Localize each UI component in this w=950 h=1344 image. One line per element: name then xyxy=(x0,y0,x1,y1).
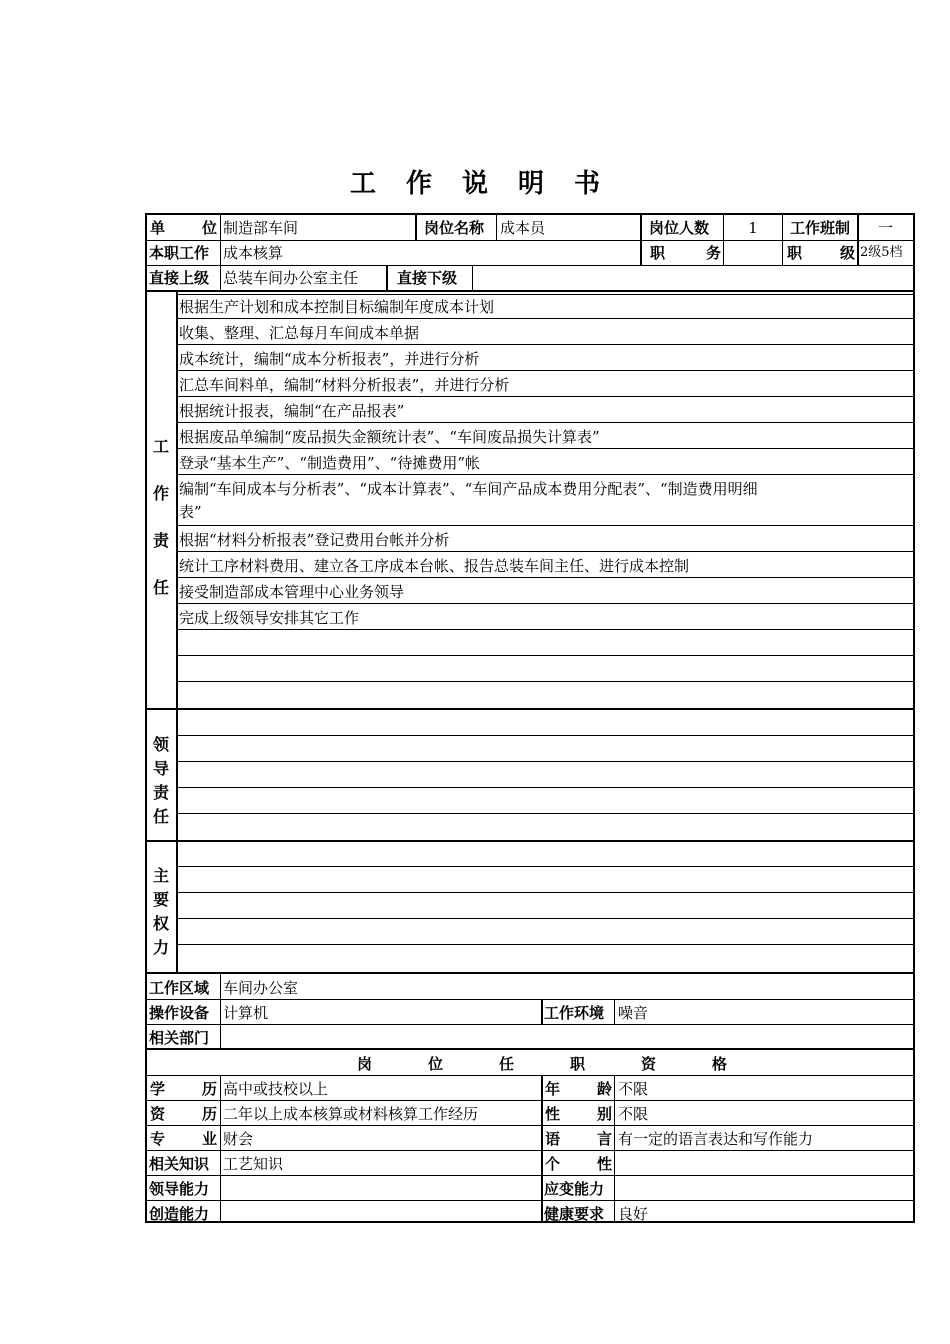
main-job-value: 成本核算 xyxy=(223,244,284,262)
language-value: 有一定的语言表达和写作能力 xyxy=(618,1130,814,1148)
duty-item: 根据生产计划和成本控制目标编制年度成本计划 xyxy=(179,298,495,316)
major-label: 专 业 xyxy=(150,1130,217,1148)
post-name-label: 岗位名称 xyxy=(424,219,485,237)
adaptability-label: 应变能力 xyxy=(544,1180,605,1198)
age-label: 年 龄 xyxy=(545,1080,612,1098)
leadership-label: 领 导 责 任 xyxy=(152,735,169,826)
superior-label: 直接上级 xyxy=(149,269,210,287)
duty-item: 统计工序材料费用、建立各工序成本台帐、报告总装车间主任、进行成本控制 xyxy=(179,557,690,575)
leadership-ability-label: 领导能力 xyxy=(149,1180,210,1198)
job-description-table xyxy=(145,213,915,1223)
grade-label: 职 级 xyxy=(787,244,855,262)
page-title: 工作说明书 xyxy=(349,169,630,199)
unit-label: 单 位 xyxy=(150,219,217,237)
language-label: 语 言 xyxy=(545,1130,612,1148)
unit-value: 制造部车间 xyxy=(223,219,299,237)
duty-item: 收集、整理、汇总每月车间成本单据 xyxy=(179,324,420,342)
duty-item: 成本统计，编制“成本分析报表”，并进行分析 xyxy=(179,350,480,368)
headcount-value: 1 xyxy=(748,219,758,237)
major-value: 财会 xyxy=(223,1130,254,1148)
headcount-label: 岗位人数 xyxy=(649,219,710,237)
age-value: 不限 xyxy=(618,1080,649,1098)
qualification-heading: 岗 位 任 职 资 格 xyxy=(357,1055,727,1073)
knowledge-value: 工艺知识 xyxy=(223,1155,284,1173)
subordinate-label: 直接下级 xyxy=(397,269,458,287)
creativity-label: 创造能力 xyxy=(149,1205,210,1223)
duty-label: 职 务 xyxy=(650,244,721,262)
environment-label: 工作环境 xyxy=(544,1004,605,1022)
equipment-label: 操作设备 xyxy=(149,1004,210,1022)
gender-value: 不限 xyxy=(618,1105,649,1123)
duty-item: 根据废品单编制“废品损失金额统计表”、“车间废品损失计算表” xyxy=(179,428,600,446)
experience-value: 二年以上成本核算或材料核算工作经历 xyxy=(223,1105,479,1123)
education-value: 高中或技校以上 xyxy=(223,1080,329,1098)
duty-item: 完成上级领导安排其它工作 xyxy=(179,609,360,627)
area-label: 工作区域 xyxy=(149,979,210,997)
dept-label: 相关部门 xyxy=(149,1029,210,1047)
gender-label: 性 别 xyxy=(545,1105,612,1123)
duty-item: 汇总车间料单，编制“材料分析报表”，并进行分析 xyxy=(179,376,510,394)
main-job-label: 本职工作 xyxy=(149,244,210,262)
duty-item: 登录“基本生产”、“制造费用”、“待摊费用”帐 xyxy=(179,454,481,472)
duty-item: 表” xyxy=(179,503,202,521)
area-value: 车间办公室 xyxy=(223,979,299,997)
post-name-value: 成本员 xyxy=(500,219,546,237)
knowledge-label: 相关知识 xyxy=(149,1155,210,1173)
duty-item: 根据“材料分析报表”登记费用台帐并分析 xyxy=(179,531,450,549)
responsibilities-label: 工 作 责 任 xyxy=(152,437,169,597)
health-label: 健康要求 xyxy=(544,1205,605,1223)
duty-item: 根据统计报表，编制“在产品报表” xyxy=(179,402,405,420)
shift-label: 工作班制 xyxy=(790,219,851,237)
duty-item: 接受制造部成本管理中心业务领导 xyxy=(179,583,405,601)
health-value: 良好 xyxy=(618,1205,649,1223)
equipment-value: 计算机 xyxy=(223,1004,269,1022)
superior-value: 总装车间办公室主任 xyxy=(223,269,359,287)
grade-value: 2级5档 xyxy=(860,245,903,260)
duty-item: 编制“车间成本与分析表”、“成本计算表”、“车间产品成本费用分配表”、“制造费用明细 xyxy=(179,480,758,498)
environment-value: 噪音 xyxy=(618,1004,649,1022)
shift-value: 一 xyxy=(877,219,893,237)
education-label: 学 历 xyxy=(150,1080,217,1098)
experience-label: 资 历 xyxy=(150,1105,217,1123)
authority-label: 主 要 权 力 xyxy=(152,866,169,957)
personality-label: 个 性 xyxy=(545,1155,612,1173)
